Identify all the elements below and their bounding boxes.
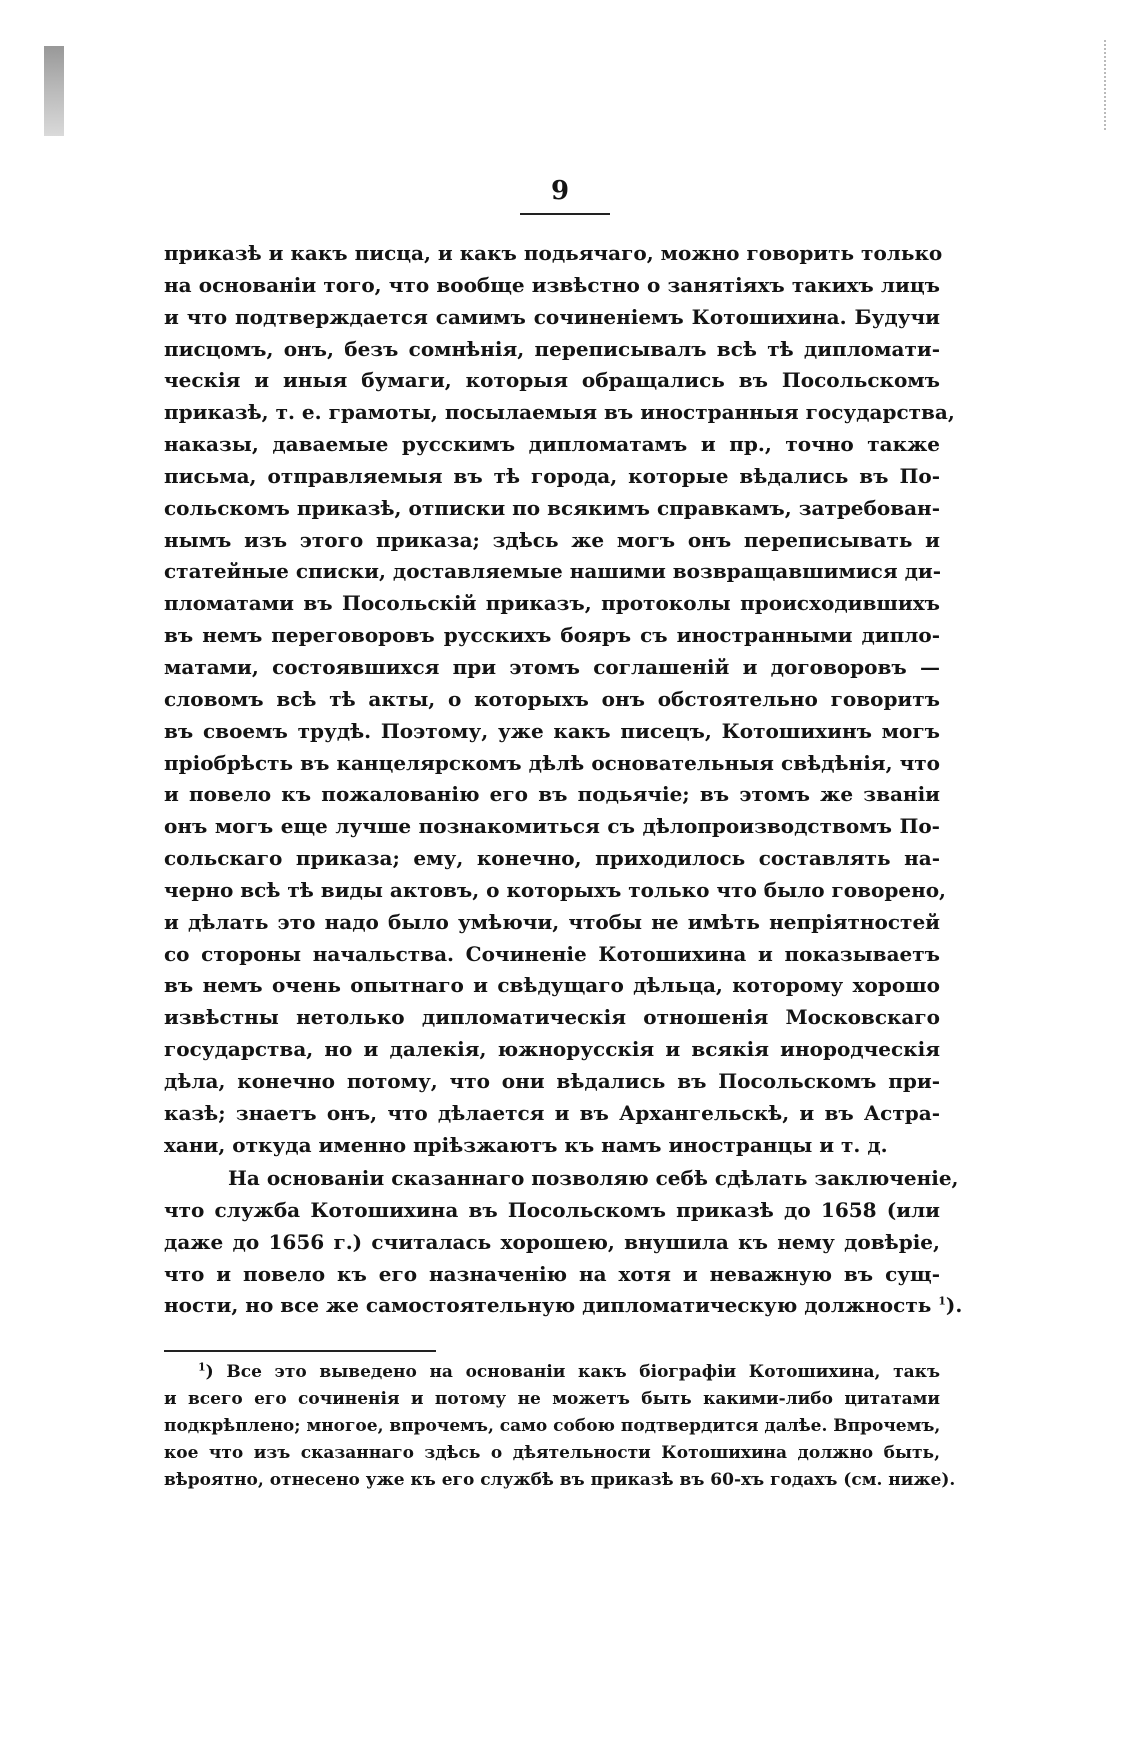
text-line: письма, отправляемыя въ тѣ города, которые вѣдались въ По-: [164, 463, 940, 488]
text-line: черно всѣ тѣ виды актовъ, о которыхъ только что было говорено,: [164, 877, 947, 902]
footnote-line-text: Все это выведено на основаніи какъ біографіи Котошихина, такъ: [226, 1362, 940, 1382]
text-line: извѣстны нетолько дипломатическія отношенія Московскаго: [164, 1005, 940, 1030]
text-line: статейные списки, доставляемые нашими возвращавшимися ди-: [164, 559, 942, 584]
text-line: и что подтверждается самимъ сочиненіемъ Котошихина. Будучи: [164, 304, 940, 329]
text-line-end: ).: [945, 1293, 963, 1318]
text-line: на основаніи того, что вообще извѣстно о занятіяхъ такихъ лицъ: [164, 272, 940, 297]
footnote-reference: 1: [938, 1294, 946, 1308]
footnote: [164, 1359, 956, 1494]
text-line: пломатами въ Посольскій приказъ, протоколы происходившихъ: [164, 591, 940, 616]
text-line: ческія и иныя бумаги, которыя обращались въ Посольскомъ: [164, 368, 940, 393]
text-line: хани, откуда именно пріѣзжаютъ къ намъ иностранцы и т. д.: [164, 1132, 888, 1157]
text-line: На основаніи сказаннаго позволяю себѣ сдѣлать заключеніе,: [228, 1166, 959, 1190]
text-line: словомъ всѣ тѣ акты, о которыхъ онъ обстоятельно говоритъ: [164, 686, 940, 711]
text-line: приказѣ, т. е. грамоты, посылаемыя въ иностранныя государства,: [164, 400, 955, 425]
text-line: даже до 1656 г.) считалась хорошею, внушила къ нему довѣріе,: [164, 1229, 940, 1254]
text-line: со стороны начальства. Сочиненіе Котошихина и показываетъ: [164, 941, 940, 966]
text-line: и повело къ пожалованію его въ подьячіе; въ этомъ же званіи: [164, 782, 940, 807]
footnote-line: [164, 1359, 940, 1386]
text-line: казѣ; знаетъ онъ, что дѣлается и въ Архангельскѣ, и въ Астра-: [164, 1100, 940, 1125]
text-line: пріобрѣсть въ канцелярскомъ дѣлѣ основательныя свѣдѣнія, что: [164, 750, 940, 775]
text-line: что служба Котошихина въ Посольскомъ приказѣ до 1658 (или: [164, 1197, 940, 1222]
text-line: приказѣ и какъ писца, и какъ подьячаго, можно говорить только: [164, 241, 943, 265]
footnote-rule: [164, 1350, 436, 1352]
text-line: въ немъ переговоровъ русскихъ бояръ съ иностранными дипло-: [164, 623, 940, 648]
page-number-rule: [520, 213, 610, 215]
text-line: государства, но и далекія, южнорусскія и всякія инородческія: [164, 1037, 940, 1062]
text-line: и дѣлать это надо было умѣючи, чтобы не имѣть непріятностей: [164, 909, 940, 934]
text-line: матами, состоявшихся при этомъ соглашеній и договоровъ —: [164, 654, 940, 679]
footnote-line: кое что изъ сказаннаго здѣсь о дѣятельности Котошихина должно быть,: [164, 1443, 940, 1463]
text-line: нымъ изъ этого приказа; здѣсь же могъ онъ переписывать и: [164, 527, 940, 552]
scan-edge-mark: [44, 46, 64, 136]
text-line: [164, 1290, 963, 1322]
paragraph-1: [164, 238, 955, 1161]
footnote-marker: 1: [198, 1360, 206, 1374]
text-line: сольскомъ приказѣ, отписки по всякимъ справкамъ, затребован-: [164, 495, 940, 520]
footnote-line: вѣроятно, отнесено уже къ его службѣ въ приказѣ въ 60-хъ годахъ (см. ниже).: [164, 1470, 956, 1490]
footnote-marker-paren: ): [205, 1362, 214, 1382]
text-line: писцомъ, онъ, безъ сомнѣнія, переписывалъ всѣ тѣ дипломати-: [164, 336, 940, 361]
text-line: въ своемъ трудѣ. Поэтому, уже какъ писецъ, Котошихинъ могъ: [164, 718, 940, 743]
text-line: онъ могъ еще лучше познакомиться съ дѣлопроизводствомъ По-: [164, 814, 940, 839]
text-line: въ немъ очень опытнаго и свѣдущаго дѣльца, которому хорошо: [164, 973, 940, 998]
text-line: наказы, даваемые русскимъ дипломатамъ и пр., точно также: [164, 432, 940, 457]
text-line-content: ности, но все же самостоятельную дипломатическую должность: [164, 1293, 932, 1318]
paragraph-2: [164, 1163, 963, 1322]
scan-edge-mark: [1104, 40, 1114, 130]
footnote-line: подкрѣплено; многое, впрочемъ, само собою подтвердится далѣе. Впрочемъ,: [164, 1416, 941, 1436]
page-number: 9: [550, 176, 570, 206]
text-line: сольскаго приказа; ему, конечно, приходилось составлять на-: [164, 846, 940, 871]
text-line: дѣла, конечно потому, что они вѣдались въ Посольскомъ при-: [164, 1068, 940, 1093]
text-line: что и повело къ его назначенію на хотя и неважную въ сущ-: [164, 1261, 940, 1286]
footnote-line: и всего его сочиненія и потому не можетъ быть какими-либо цитатами: [164, 1389, 940, 1409]
